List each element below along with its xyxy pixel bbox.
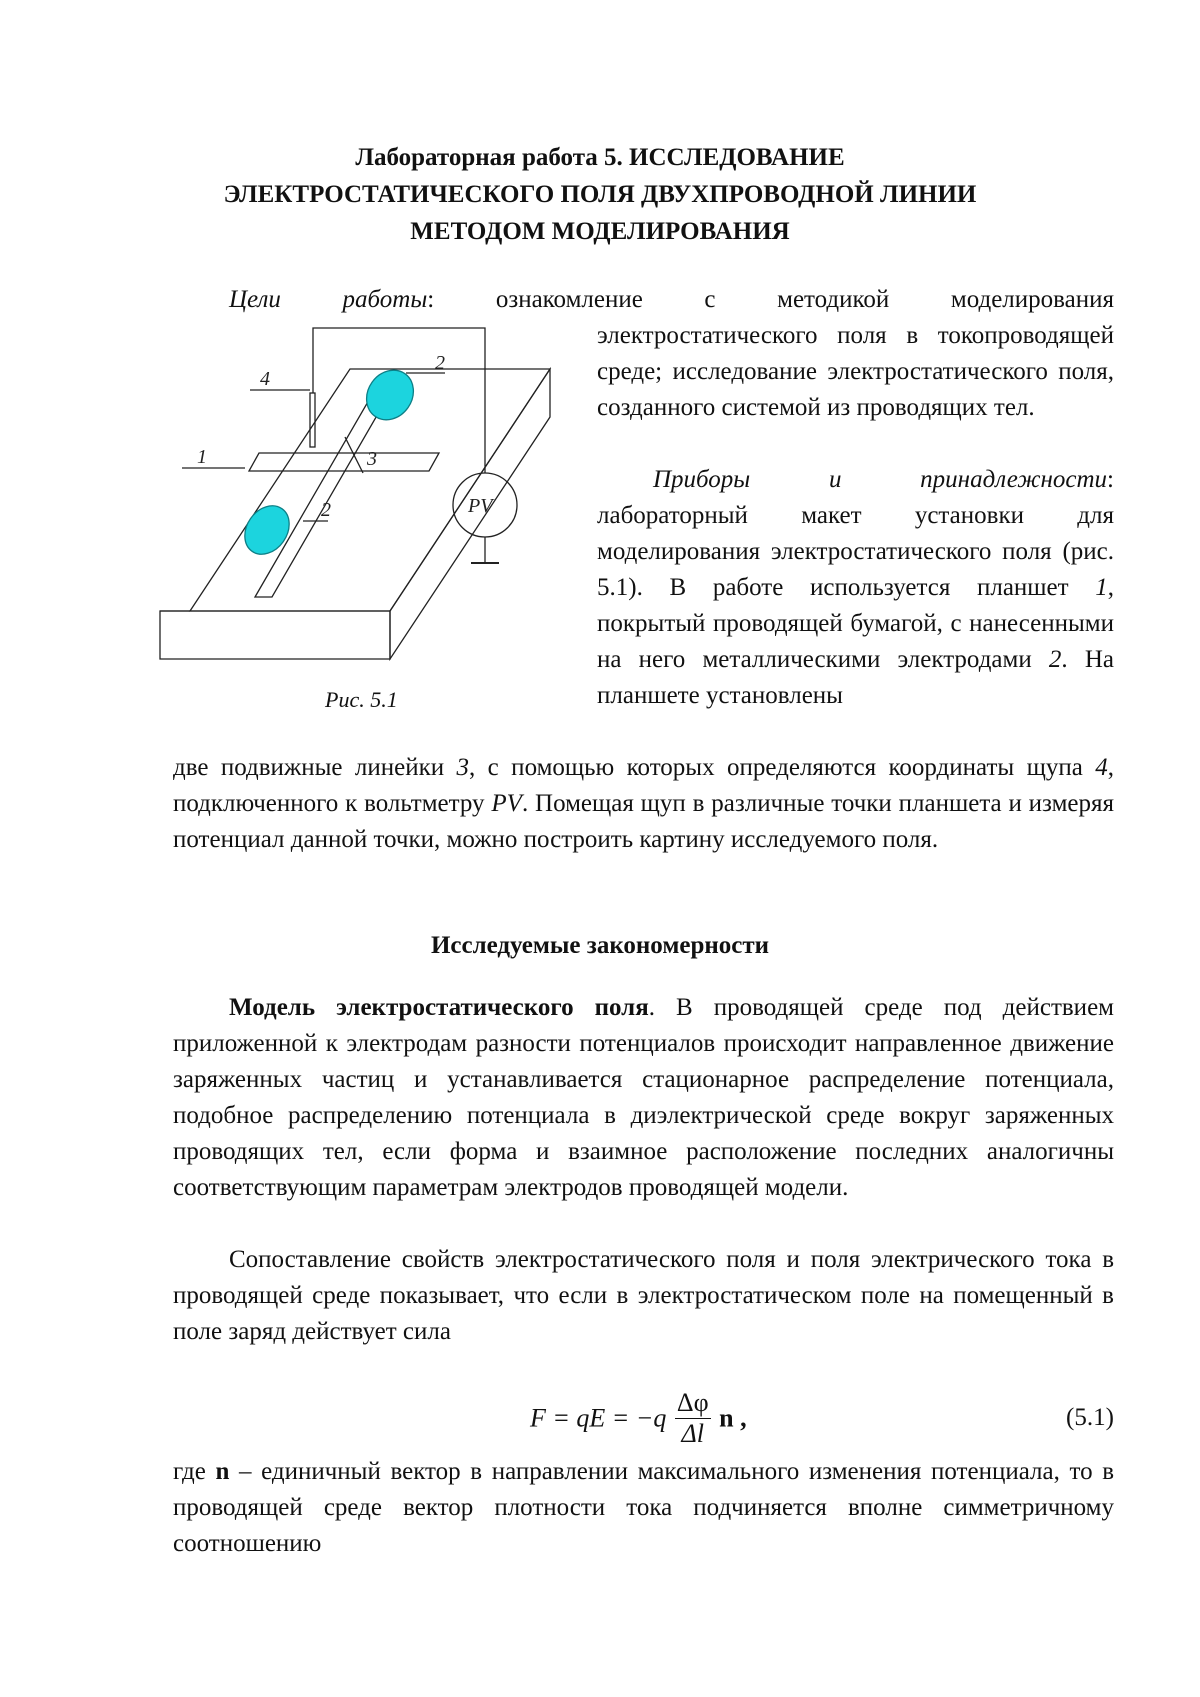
instruments-text-1: : лабораторный макет установки для моделирования электростатического поля (рис. 5.1). В работе используется планшет [597,466,1114,601]
instruments-full-text [173,750,1114,858]
section-title: Исследуемые закономерности [430,932,770,959]
instruments-full-b: , с помощью которых определяются координаты щупа [469,754,1096,781]
instruments-full-a: две подвижные линейки [173,754,457,781]
ref-pv: PV [491,790,522,817]
formula-rhs: n , [719,1403,747,1433]
after-text-b: – единичный вектор в направлении максимального изменения потенциала, то в проводящей среде вектор плотности тока подчиняется вполне симметричному соотношению [173,1458,1114,1557]
vector-n: n [215,1458,230,1485]
probe [310,393,315,447]
goals-first-line [173,282,1114,318]
formula-5-1 [530,1388,747,1449]
formula-numerator: Δφ [676,1388,709,1417]
instruments-text-3: . На планшете установлены [597,646,1114,709]
equation-number: (5.1) [1066,1404,1114,1431]
model-text: . В проводящей среде под действием приложенной к электродам разности потенциалов происходит направленное движение заряженных частиц и устанавливается стационарное распределение потенциала, подобное распределению потенциала в диэлектрической среде вокруг заряженных проводящих тел, если форма и взаимное расположение последних аналогичны соответствующим параметрам электродов проводящей модели. [173,994,1114,1201]
instruments-label: Приборы и принадлежности [653,466,1108,493]
goals-first-text: : ознакомление с методикой моделирования [427,286,1114,313]
ruler-vertical [255,393,390,597]
electrode-bottom [236,497,299,563]
ref-4: 4 [1095,754,1108,781]
fig-label-1: 1 [197,446,207,468]
formula-lhs: F = qE = −q [530,1403,667,1433]
slab-front [160,611,390,659]
page-title-line-3: МЕТОДОМ МОДЕЛИРОВАНИЯ [410,218,790,245]
fig-label-2-top: 2 [435,352,445,374]
fig-label-3: 3 [367,448,377,470]
page-title-line-1: Лабораторная работа 5. ИССЛЕДОВАНИЕ [355,144,845,171]
instruments-full [173,750,1114,858]
ruler-horizontal [249,453,439,471]
instruments-text-2: , покрытый проводящей бумагой, с нанесенными на него металлическими электродами [597,574,1114,673]
formula-fraction [675,1388,711,1449]
fig-label-2-bottom: 2 [321,499,331,521]
instruments-full-d: . Помещая щуп в различные точки планшета и измеряя потенциал данной точки, можно построить картину исследуемого поля. [173,790,1114,853]
model-paragraph [173,990,1114,1206]
ref-2: 2 [1048,646,1062,673]
formula-denominator: Δl [681,1419,705,1448]
figure-caption: Рис. 5.1 [325,687,398,712]
after-text-a: где [173,1458,216,1485]
page-title-line-2: ЭЛЕКТРОСТАТИЧЕСКОГО ПОЛЯ ДВУХПРОВОДНОЙ ЛИНИИ [223,181,977,208]
model-lead: Модель электростатического поля [229,994,649,1021]
goals-label: Цели работы [229,286,428,313]
after-formula-paragraph [173,1454,1114,1562]
ref-3: 3 [456,754,470,781]
goals-rest-text: электростатического поля в токопроводящей среде; исследование электростатического поля, созданного системой из проводящих тел. [597,322,1114,421]
fig-label-4: 4 [260,368,270,390]
figure-setup-diagram [155,325,575,715]
instruments-text [597,462,1114,714]
electrode-top [357,361,423,429]
fig-meter-label: PV [468,495,493,517]
instruments-column [597,462,1114,714]
instruments-full-c: , подключенного к вольтметру [173,754,1114,817]
goals-rest [597,318,1114,426]
comparison-paragraph: Сопоставление свойств электростатического поля и поля электрического тока в проводящей среде показывает, что если в электростатическом поле на помещенный в поле заряд действует сила [173,1246,1114,1345]
ref-1: 1 [1095,574,1108,601]
